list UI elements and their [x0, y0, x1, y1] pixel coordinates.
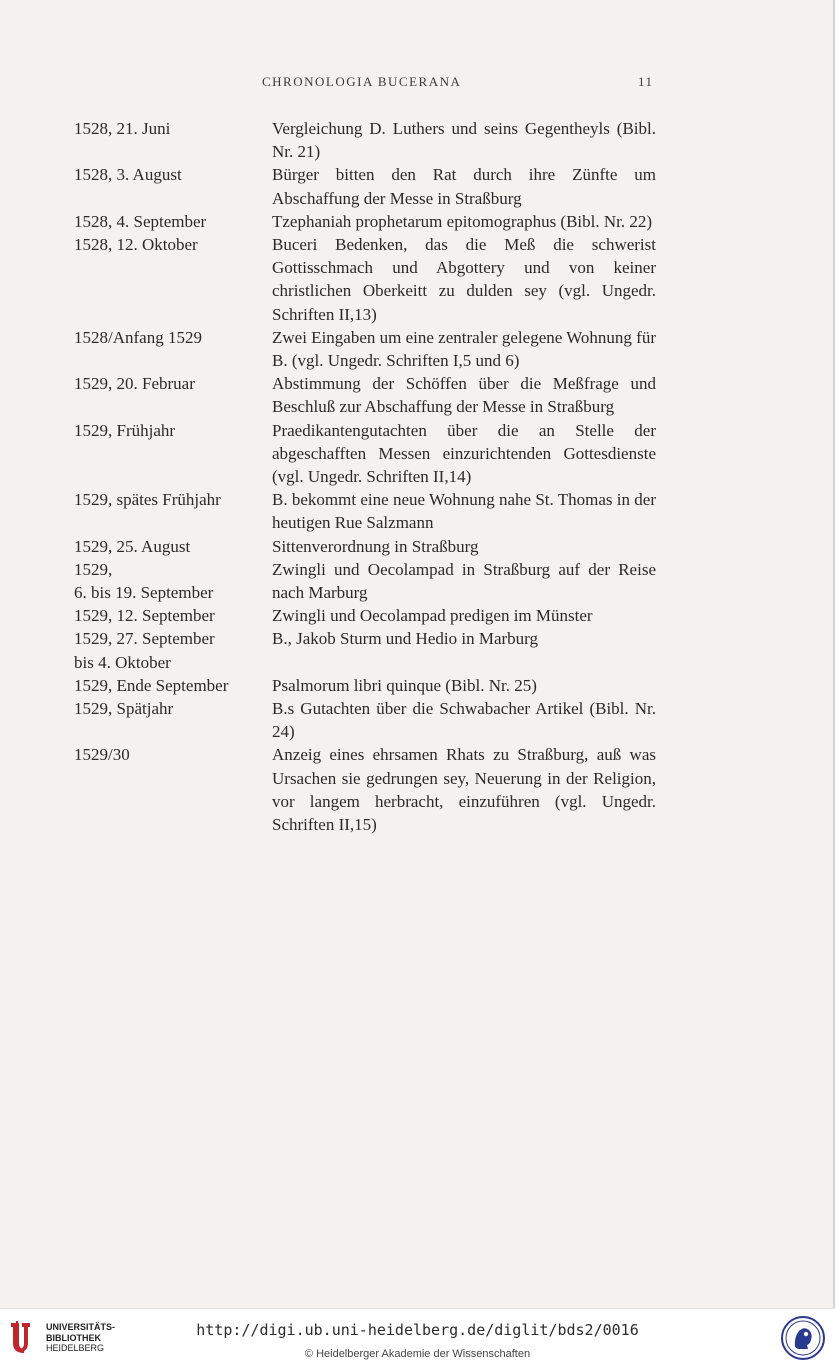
chronology-entry: [74, 743, 656, 836]
chronology-entry: [74, 627, 656, 673]
entry-description: Sittenverordnung in Straßburg: [272, 536, 479, 556]
viewer-footer: [0, 1308, 835, 1369]
entry-description: Vergleichung D. Luthers und seins Gegentheyls (Bibl. Nr. 21): [272, 119, 656, 162]
chronology-entry: [74, 117, 656, 163]
permalink-url[interactable]: http://digi.ub.uni-heidelberg.de/diglit/bds2/0016: [196, 1321, 639, 1339]
entry-date: 1528, 12. Oktober: [74, 235, 198, 255]
entry-date: 1528/Anfang 1529: [74, 327, 202, 347]
entry-description: Zwingli und Oecolampad in Straßburg auf der Reise nach Marburg: [272, 559, 656, 603]
logo-line-1: UNIVERSITÄTS-: [46, 1322, 116, 1332]
logo-line-3: HEIDELBERG: [46, 1343, 105, 1353]
chronology-entry: [74, 674, 656, 697]
chronology-entry: [74, 326, 656, 372]
entry-date: 1528, 3. August: [74, 165, 182, 185]
entry-description: Psalmorum libri quinque (Bibl. Nr. 25): [272, 675, 537, 695]
entry-description: Anzeig eines ehrsamen Rhats zu Straßburg, auß was Ursachen sie gedrungen sey, Neuerung in der Religion, vor langem herbracht, einzuführen (vgl. Ungedr. Schriften II,15): [272, 745, 656, 835]
chronology-entry: [74, 233, 656, 326]
chronology-entry: [74, 372, 656, 418]
entry-date: 1529, 6. bis 19. September: [74, 559, 214, 603]
chronology-entry: [74, 604, 656, 627]
entry-date: 1529, spätes Frühjahr: [74, 490, 221, 510]
entry-description: Tzephaniah prophetarum epitomographus (Bibl. Nr. 22): [272, 211, 653, 231]
academy-seal-icon: [780, 1315, 826, 1361]
chronology-entry: [74, 210, 656, 233]
entry-date: 1529, Spätjahr: [74, 699, 174, 719]
academy-seal-logo[interactable]: [780, 1315, 826, 1361]
entry-date: 1529, 27. September bis 4. Oktober: [74, 629, 215, 672]
entry-date: 1529, Ende September: [74, 675, 229, 695]
entry-description: Praedikantengutachten über die an Stelle der abgeschafften Messen einzurichtenden Gottesdienste (vgl. Ungedr. Schriften II,14): [272, 420, 656, 487]
entry-description: Zwingli und Oecolampad predigen im Münster: [272, 606, 593, 626]
entry-date: 1529, 20. Februar: [74, 374, 195, 394]
chronology-entry: [74, 697, 656, 743]
running-title: CHRONOLOGIA BUCERANA: [262, 74, 462, 89]
entry-date: 1529, Frühjahr: [74, 420, 176, 440]
chronology-entry: [74, 419, 656, 489]
copyright-notice: © Heidelberger Akademie der Wissenschaften: [304, 1348, 531, 1360]
entry-date: 1529, 25. August: [74, 536, 191, 556]
entry-description: Zwei Eingaben um eine zentraler gelegene Wohnung für B. (vgl. Ungedr. Schriften I,5 und 6): [272, 327, 656, 371]
entry-date: 1529/30: [74, 745, 130, 765]
entry-description: Bürger bitten den Rat durch ihre Zünfte um Abschaffung der Messe in Straßburg: [272, 165, 656, 208]
entry-description: B.s Gutachten über die Schwabacher Artikel (Bibl. Nr. 24): [272, 699, 656, 742]
entry-description: B., Jakob Sturm und Hedio in Marburg: [272, 629, 539, 649]
chronology-entry: [74, 535, 656, 558]
entry-description: Abstimmung der Schöffen über die Meßfrage und Beschluß zur Abschaffung der Messe in Straßburg: [272, 374, 656, 417]
page-number: 11: [638, 74, 654, 89]
chronology-entry: [74, 163, 656, 209]
logo-line-2: BIBLIOTHEK: [46, 1332, 101, 1343]
chronology-list: [74, 117, 656, 836]
chronology-entry: [74, 558, 656, 604]
chronology-entry: [74, 488, 656, 534]
entry-description: Buceri Bedenken, das die Meß die schwerist Gottisschmach und Abgottery und von keiner christlichen Oberkeitt zu dulden sey (vgl. Ungedr. Schriften II,13): [272, 235, 656, 324]
entry-date: 1528, 21. Juni: [74, 119, 171, 138]
entry-date: 1529, 12. September: [74, 606, 215, 626]
entry-date: 1528, 4. September: [74, 211, 207, 231]
entry-description: B. bekommt eine neue Wohnung nahe St. Thomas in der heutigen Rue Salzmann: [272, 490, 656, 533]
